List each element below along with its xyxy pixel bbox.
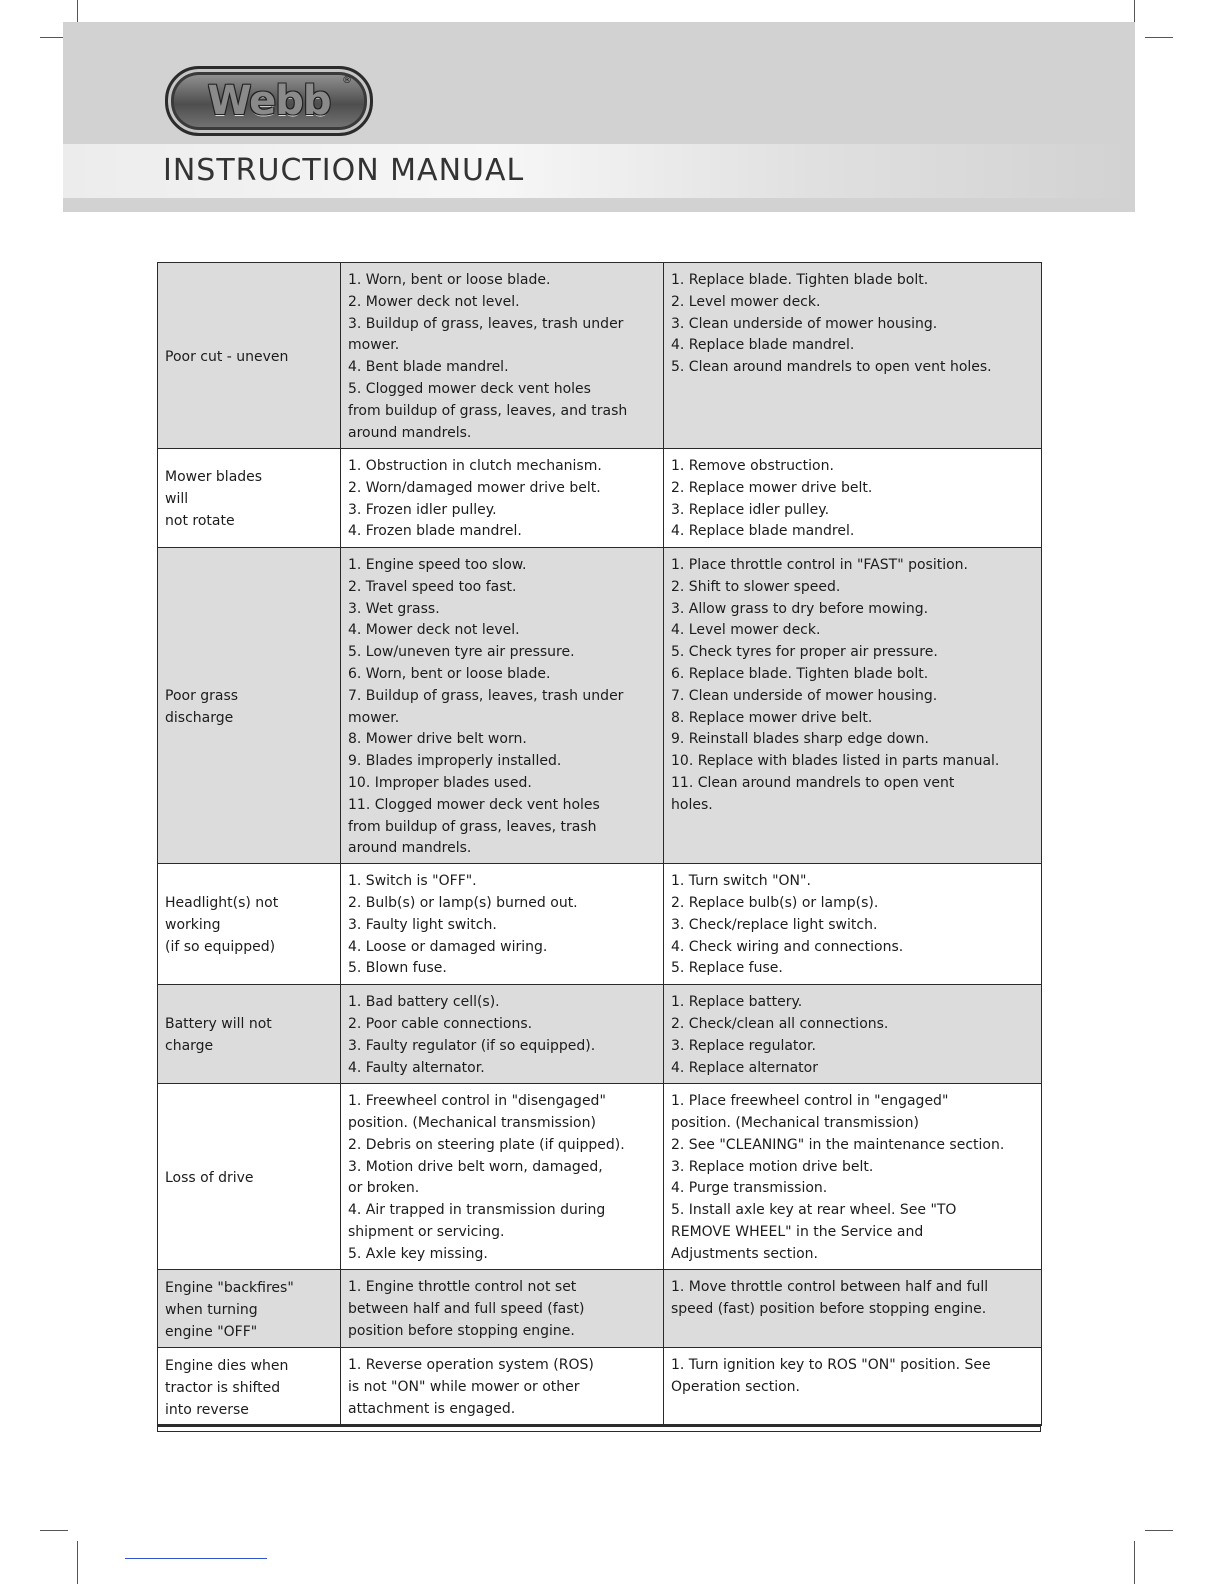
remedy-line: 8. Replace mower drive belt.: [671, 709, 873, 726]
remedy-line: 3. Replace idler pulley.: [671, 501, 830, 518]
cause-line: 2. Worn/damaged mower drive belt.: [348, 479, 601, 496]
remedy-line: Operation section.: [671, 1378, 800, 1395]
cause-line: position before stopping engine.: [348, 1322, 575, 1339]
table-bottom-rule: [157, 1424, 1041, 1432]
cause-line: 3. Faulty regulator (if so equipped).: [348, 1037, 596, 1054]
cause-line: 9. Blades improperly installed.: [348, 753, 562, 770]
cause-cell: [341, 548, 664, 864]
cause-line: 3. Frozen idler pulley.: [348, 501, 497, 518]
remedy-cell: [664, 864, 1042, 985]
remedy-cell: [664, 1084, 1042, 1270]
table-row: [158, 1084, 1042, 1270]
problem-line: tractor is shifted: [165, 1379, 281, 1396]
remedy-line: 4. Purge transmission.: [671, 1180, 828, 1197]
crop-mark: [1145, 37, 1173, 38]
problem-line: Poor grass: [165, 687, 239, 704]
problem-line: into reverse: [165, 1401, 249, 1418]
table-row: [158, 985, 1042, 1084]
problem-cell: [158, 1348, 341, 1426]
remedy-line: 11. Clean around mandrels to open vent: [671, 774, 955, 791]
cause-line: from buildup of grass, leaves, trash: [348, 818, 597, 835]
table-row: [158, 864, 1042, 985]
cause-line: 4. Faulty alternator.: [348, 1059, 485, 1076]
cause-line: 5. Axle key missing.: [348, 1245, 488, 1262]
cause-cell: [341, 263, 664, 449]
cause-line: 5. Clogged mower deck vent holes: [348, 380, 591, 397]
problem-line: Engine dies when: [165, 1357, 289, 1374]
problem-line: working: [165, 917, 221, 934]
cause-line: 2. Travel speed too fast.: [348, 578, 517, 595]
cause-line: is not "ON" while mower or other: [348, 1378, 580, 1395]
problem-line: Battery will not: [165, 1016, 272, 1033]
problem-line: charge: [165, 1038, 214, 1055]
cause-line: from buildup of grass, leaves, and trash: [348, 402, 628, 419]
remedy-line: 4. Replace blade mandrel.: [671, 523, 855, 540]
cause-line: around mandrels.: [348, 424, 472, 441]
remedy-line: Adjustments section.: [671, 1245, 818, 1262]
troubleshooting-table: [157, 262, 1042, 1426]
remedy-line: 4. Level mower deck.: [671, 622, 821, 639]
logo-text: Webb: [207, 78, 331, 124]
cause-line: shipment or servicing.: [348, 1223, 505, 1240]
problem-cell: [158, 449, 341, 548]
cause-cell: [341, 449, 664, 548]
cause-line: 5. Low/uneven tyre air pressure.: [348, 644, 575, 661]
page-header: [63, 22, 1135, 212]
footer-link-rule: [125, 1558, 267, 1559]
remedy-line: 1. Remove obstruction.: [671, 458, 834, 474]
problem-line: engine "OFF": [165, 1323, 258, 1340]
remedy-line: 2. Check/clean all connections.: [671, 1015, 889, 1032]
problem-cell: [158, 864, 341, 985]
remedy-line: 5. Clean around mandrels to open vent holes.: [671, 359, 992, 376]
document-title: INSTRUCTION MANUAL: [163, 153, 525, 188]
table-row: [158, 548, 1042, 864]
remedy-line: 9. Reinstall blades sharp edge down.: [671, 731, 929, 748]
remedy-cell: [664, 263, 1042, 449]
problem-cell: [158, 1270, 341, 1348]
remedy-line: 1. Move throttle control between half and full: [671, 1279, 989, 1296]
cause-line: 11. Clogged mower deck vent holes: [348, 796, 600, 813]
crop-mark: [1134, 0, 1135, 22]
cause-line: 1. Bad battery cell(s).: [348, 994, 500, 1011]
problem-line: Loss of drive: [165, 1169, 254, 1186]
remedy-line: 1. Turn ignition key to ROS "ON" position. See: [671, 1357, 991, 1374]
remedy-line: speed (fast) position before stopping engine.: [671, 1300, 987, 1317]
cause-line: around mandrels.: [348, 840, 472, 857]
cause-line: 4. Frozen blade mandrel.: [348, 523, 522, 540]
problem-cell: [158, 985, 341, 1084]
webb-logo: [165, 66, 373, 136]
table-row: [158, 449, 1042, 548]
cause-line: 3. Wet grass.: [348, 600, 440, 617]
crop-mark: [1145, 1530, 1173, 1531]
problem-line: will: [165, 491, 189, 508]
cause-line: attachment is engaged.: [348, 1400, 516, 1417]
cause-line: 4. Bent blade mandrel.: [348, 359, 509, 376]
cause-line: 3. Faulty light switch.: [348, 916, 497, 933]
problem-line: Engine "backfires": [165, 1279, 294, 1296]
crop-mark: [1134, 1541, 1135, 1584]
cause-cell: [341, 985, 664, 1084]
crop-mark: [77, 1541, 78, 1584]
problem-cell: [158, 263, 341, 449]
remedy-line: 3. Check/replace light switch.: [671, 916, 878, 933]
cause-line: 2. Mower deck not level.: [348, 293, 520, 310]
remedy-line: 7. Clean underside of mower housing.: [671, 687, 938, 704]
remedy-line: 1. Replace blade. Tighten blade bolt.: [671, 272, 929, 288]
remedy-cell: [664, 1348, 1042, 1426]
cause-line: 1. Worn, bent or loose blade.: [348, 272, 551, 288]
remedy-line: 10. Replace with blades listed in parts manual.: [671, 753, 1000, 770]
cause-line: mower.: [348, 709, 400, 726]
cause-line: 7. Buildup of grass, leaves, trash under: [348, 687, 624, 704]
problem-line: Poor cut - uneven: [165, 348, 289, 365]
remedy-line: 2. Replace bulb(s) or lamp(s).: [671, 894, 879, 911]
remedy-line: REMOVE WHEEL" in the Service and: [671, 1223, 924, 1240]
cause-line: 4. Mower deck not level.: [348, 622, 520, 639]
remedy-cell: [664, 1270, 1042, 1348]
cause-line: 1. Reverse operation system (ROS): [348, 1357, 594, 1374]
remedy-line: 5. Replace fuse.: [671, 960, 783, 977]
cause-cell: [341, 1270, 664, 1348]
remedy-cell: [664, 548, 1042, 864]
remedy-line: 4. Replace alternator: [671, 1059, 818, 1076]
cause-line: 5. Blown fuse.: [348, 960, 447, 977]
remedy-line: 1. Place freewheel control in "engaged": [671, 1093, 949, 1110]
remedy-line: 3. Replace motion drive belt.: [671, 1158, 874, 1175]
cause-cell: [341, 1348, 664, 1426]
remedy-line: 2. Replace mower drive belt.: [671, 479, 873, 496]
remedy-line: 4. Check wiring and connections.: [671, 938, 904, 955]
table-row: [158, 263, 1042, 449]
troubleshooting-table-body: [158, 263, 1042, 1426]
remedy-line: holes.: [671, 796, 713, 813]
problem-cell: [158, 1084, 341, 1270]
registered-mark: ®: [342, 75, 352, 86]
remedy-line: 3. Allow grass to dry before mowing.: [671, 600, 929, 617]
cause-line: 2. Debris on steering plate (if quipped).: [348, 1136, 625, 1153]
cause-cell: [341, 864, 664, 985]
cause-line: 1. Freewheel control in "disengaged": [348, 1093, 606, 1110]
cause-line: between half and full speed (fast): [348, 1300, 585, 1317]
remedy-line: 4. Replace blade mandrel.: [671, 337, 855, 354]
cause-line: 1. Engine speed too slow.: [348, 557, 527, 573]
problem-line: Headlight(s) not: [165, 895, 279, 912]
remedy-line: 5. Check tyres for proper air pressure.: [671, 644, 938, 661]
cause-line: or broken.: [348, 1180, 420, 1197]
problem-cell: [158, 548, 341, 864]
crop-mark: [40, 1530, 68, 1531]
remedy-line: 2. Shift to slower speed.: [671, 578, 841, 595]
remedy-line: 2. Level mower deck.: [671, 293, 821, 310]
problem-line: (if so equipped): [165, 939, 276, 956]
remedy-line: 1. Turn switch "ON".: [671, 873, 811, 890]
remedy-line: 1. Replace battery.: [671, 994, 803, 1011]
remedy-line: 5. Install axle key at rear wheel. See "TO: [671, 1202, 957, 1219]
cause-line: position. (Mechanical transmission): [348, 1114, 596, 1131]
cause-line: 6. Worn, bent or loose blade.: [348, 665, 551, 682]
remedy-cell: [664, 985, 1042, 1084]
table-row: [158, 1348, 1042, 1426]
remedy-line: 2. See "CLEANING" in the maintenance section.: [671, 1136, 1005, 1153]
cause-line: 1. Obstruction in clutch mechanism.: [348, 458, 602, 474]
cause-line: 1. Switch is "OFF".: [348, 873, 477, 890]
problem-line: discharge: [165, 709, 234, 726]
remedy-line: 3. Clean underside of mower housing.: [671, 315, 938, 332]
problem-line: when turning: [165, 1301, 258, 1318]
cause-line: 10. Improper blades used.: [348, 774, 532, 791]
cause-line: 2. Bulb(s) or lamp(s) burned out.: [348, 894, 578, 911]
cause-line: 4. Loose or damaged wiring.: [348, 938, 548, 955]
remedy-line: 1. Place throttle control in "FAST" position.: [671, 557, 968, 573]
cause-line: 3. Motion drive belt worn, damaged,: [348, 1158, 603, 1175]
problem-line: not rotate: [165, 512, 235, 529]
problem-line: Mower blades: [165, 469, 263, 486]
cause-cell: [341, 1084, 664, 1270]
cause-line: 3. Buildup of grass, leaves, trash under: [348, 315, 624, 332]
table-row: [158, 1270, 1042, 1348]
remedy-line: position. (Mechanical transmission): [671, 1114, 919, 1131]
cause-line: 4. Air trapped in transmission during: [348, 1202, 606, 1219]
cause-line: 8. Mower drive belt worn.: [348, 731, 527, 748]
remedy-line: 3. Replace regulator.: [671, 1037, 816, 1054]
cause-line: 2. Poor cable connections.: [348, 1015, 533, 1032]
remedy-cell: [664, 449, 1042, 548]
cause-line: 1. Engine throttle control not set: [348, 1279, 577, 1296]
cause-line: mower.: [348, 337, 400, 354]
remedy-line: 6. Replace blade. Tighten blade bolt.: [671, 665, 929, 682]
